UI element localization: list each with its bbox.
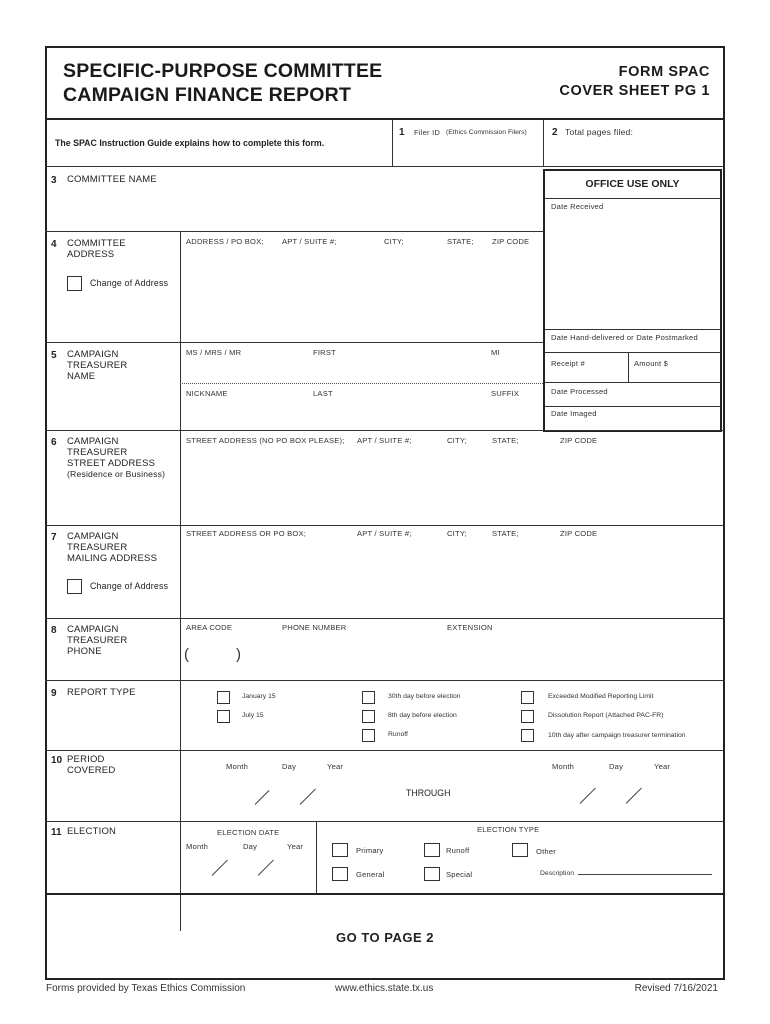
month-label: Month [226,762,249,771]
middle-initial-label: MI [491,348,500,357]
label-line: CAMPAIGN [67,531,119,542]
divider-v [316,821,317,893]
label-line: TREASURER [67,542,128,553]
go-to-page-2: GO TO PAGE 2 [336,930,434,945]
paren-close: ) [236,646,241,663]
year-label: Year [654,762,671,771]
field-number: 5 [51,350,57,361]
zip-label: ZIP CODE [560,436,598,445]
form-id-line2: COVER SHEET PG 1 [559,83,710,99]
field-number: 2 [552,127,558,138]
divider-row [45,430,725,431]
apt-label: APT / SUITE #; [357,529,412,538]
report-type-checkbox[interactable] [521,710,534,723]
address-label: ADDRESS / PO BOX; [186,237,264,246]
committee-name-input[interactable] [60,190,535,225]
label-line: TREASURER [67,447,128,458]
zip-label: ZIP CODE [492,237,530,246]
divider-office [545,329,721,330]
report-type-checkbox[interactable] [217,710,230,723]
instructions-text: The SPAC Instruction Guide explains how to complete this form. [55,138,325,148]
state-label: STATE; [447,237,474,246]
label-line: PERIOD [67,754,105,765]
border-left [45,46,47,980]
divider-row [45,342,543,343]
label-line: COMMITTEE [67,238,126,249]
divider-row [45,525,725,526]
divider-row [45,821,725,822]
city-label: CITY; [447,436,467,445]
report-type-option: Runoff [388,731,408,738]
apt-label: APT / SUITE #; [282,237,337,246]
form-id-line1: FORM SPAC [618,64,710,80]
filer-id-note: (Ethics Commission Filers) [446,129,527,136]
total-pages-label: Total pages filed: [565,127,634,137]
field-number: 8 [51,625,57,636]
label-line: CAMPAIGN [67,436,119,447]
paren-open: ( [184,646,189,663]
other-label: Other [536,847,556,856]
street-label: STREET ADDRESS (NO PO BOX PLEASE); [186,436,345,445]
treasurer-mailing-label [67,531,157,564]
footer-left: Forms provided by Texas Ethics Commission [46,983,246,994]
divider-office-v [628,353,629,382]
area-code-input[interactable] [192,646,234,666]
divider-office [545,352,721,353]
date-received-label: Date Received [551,202,604,211]
office-use-title: OFFICE USE ONLY [585,178,680,190]
special-checkbox[interactable] [424,867,440,881]
label-line: CAMPAIGN [67,624,119,635]
through-label: THROUGH [406,788,451,798]
primary-checkbox[interactable] [332,843,348,857]
description-input[interactable] [580,861,710,874]
day-label: Day [282,762,297,771]
description-line [578,874,712,875]
label-line: STREET ADDRESS [67,458,156,469]
filer-id-input[interactable] [400,140,540,162]
total-pages-input[interactable] [550,142,720,162]
footer-revised: Revised 7/16/2021 [634,983,718,994]
field-number: 10 [51,755,63,766]
report-type-option: Exceeded Modified Reporting Limit [548,693,654,700]
election-date-input[interactable] [190,856,310,878]
state-label: STATE; [492,529,519,538]
first-name-label: FIRST [313,348,336,357]
border-right [723,46,725,980]
month-label: Month [552,762,575,771]
divider-bottom [45,893,725,895]
suffix-label: SUFFIX [491,389,520,398]
label-line: COVERED [67,765,116,776]
street-label: STREET ADDRESS OR PO BOX; [186,529,307,538]
report-type-option: July 15 [242,712,264,719]
report-type-option: January 15 [242,693,276,700]
treasurer-phone-label [67,624,127,657]
report-type-option: 8th day before election [388,712,457,719]
general-label: General [356,870,385,879]
divider-row [45,680,725,681]
report-type-checkbox[interactable] [521,729,534,742]
year-label: Year [327,762,344,771]
divider-row [45,618,725,619]
primary-label: Primary [356,846,384,855]
report-type-option: 10th day after campaign treasurer termination [548,732,686,739]
committee-address-label [67,238,126,260]
divider-row [45,166,725,167]
first-name-input[interactable] [185,360,537,380]
field-number: 3 [51,175,57,186]
area-code-label: AREA CODE [186,623,233,632]
label-column-divider [180,231,181,931]
amount-label: Amount $ [634,359,669,368]
special-label: Special [446,870,473,879]
date-hand-delivered-label: Date Hand-delivered or Date Postmarked [551,333,698,342]
treasurer-name-label [67,349,127,382]
dotted-divider [180,383,543,384]
label-line: MAILING ADDRESS [67,553,158,564]
report-type-option: Dissolution Report (Attached PAC-FR) [548,712,664,719]
city-label: CITY; [447,529,467,538]
treasurer-street-label [67,436,165,480]
field-number: 11 [51,827,62,838]
treasurer-street-input[interactable] [185,450,717,520]
state-label: STATE; [492,436,519,445]
runoff-checkbox[interactable] [424,843,440,857]
committee-address-input[interactable] [185,252,537,337]
divider-v [543,119,544,166]
label-line: (Residence or Business) [67,469,166,479]
report-type-option: 30th day before election [388,693,461,700]
day-label: Day [609,762,624,771]
field-number: 4 [51,239,57,250]
extension-label: EXTENSION [447,623,493,632]
other-checkbox[interactable] [512,843,528,857]
year-label: Year [287,842,304,851]
receipt-label: Receipt # [551,359,585,368]
divider-row [45,231,543,232]
last-name-label: LAST [313,389,333,398]
footer-website-link[interactable]: www.ethics.state.tx.us [335,983,434,994]
label-line: TREASURER [67,635,128,646]
divider-office [545,406,721,407]
last-name-input[interactable] [185,400,537,425]
description-label: Description [540,870,574,877]
change-of-address-label: Change of Address [90,278,169,288]
form-title-line2: CAMPAIGN FINANCE REPORT [63,84,352,106]
change-of-address-checkbox[interactable] [67,579,82,594]
divider-v [392,119,393,166]
general-checkbox[interactable] [332,867,348,881]
field-number: 7 [51,532,57,543]
election-type-label: ELECTION TYPE [477,825,540,834]
date-imaged-label: Date Imaged [551,409,597,418]
change-of-address-label: Change of Address [90,581,169,591]
phone-number-label: PHONE NUMBER [282,623,347,632]
divider-office [545,382,721,383]
divider-office [545,198,721,199]
extension-input[interactable] [447,646,547,666]
label-line: TREASURER [67,360,128,371]
label-line: PHONE [67,646,102,657]
change-of-address-checkbox[interactable] [67,276,82,291]
period-end-date-input[interactable] [560,784,680,804]
report-type-checkbox[interactable] [521,691,534,704]
committee-name-label: COMMITTEE NAME [67,174,157,185]
election-date-label: ELECTION DATE [217,828,280,837]
period-start-date-input[interactable] [232,784,352,804]
field-number: 6 [51,437,57,448]
treasurer-mailing-input[interactable] [185,543,717,613]
nickname-label: NICKNAME [186,389,228,398]
report-type-checkbox[interactable] [362,710,375,723]
field-number: 9 [51,688,57,699]
label-line: ADDRESS [67,249,115,260]
apt-label: APT / SUITE #; [357,436,412,445]
border-bottom [45,978,725,980]
report-type-label: REPORT TYPE [67,687,136,698]
month-label: Month [186,842,209,851]
report-type-checkbox[interactable] [362,729,375,742]
report-type-checkbox[interactable] [217,691,230,704]
election-label: ELECTION [67,826,117,837]
label-line: NAME [67,371,96,382]
city-label: CITY; [384,237,404,246]
salutation-label: MS / MRS / MR [186,348,242,357]
field-number: 1 [399,127,405,138]
border-top [45,46,725,48]
divider-header [45,118,725,120]
filer-id-label: Filer ID [414,128,441,137]
form-title-line1: SPECIFIC-PURPOSE COMMITTEE [63,60,383,82]
label-line: CAMPAIGN [67,349,119,360]
divider-row [45,750,725,751]
period-covered-label [67,754,115,776]
phone-number-input[interactable] [282,646,432,666]
date-processed-label: Date Processed [551,387,608,396]
day-label: Day [243,842,258,851]
zip-label: ZIP CODE [560,529,598,538]
report-type-checkbox[interactable] [362,691,375,704]
runoff-label: Runoff [446,846,470,855]
